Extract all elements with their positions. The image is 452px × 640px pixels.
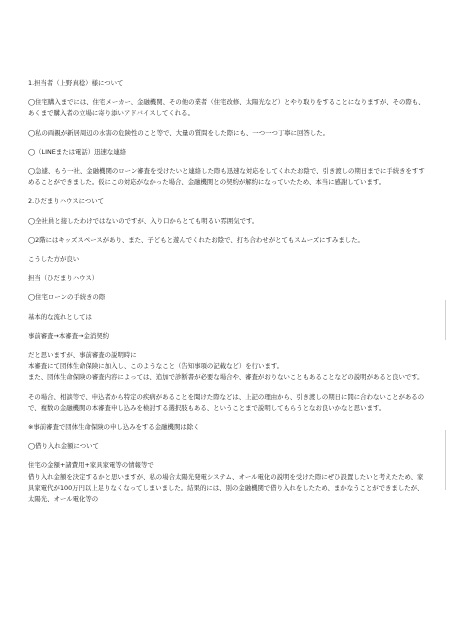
paragraph: その場合、相談等で、申込者から特定の疾病があることを聞けた際などは、上記の理由から、引き渡しの期日に間に合わないことがあるので、複数の金融機関の本審査申し込みを検討する選択肢もある、ということまで説明してもらうとなお良いかなと思います。 <box>28 392 425 412</box>
paragraph: だと思いますが、事前審査の説明時に 本審査にて団体生命保険に加入し、このようなこと（告知事項の記載など）を行います。 また、団体生命保険の審査内容によっては、追加で診断書が必要な場合や、審査がおりないこともあることなどの説明があると良いです。 <box>28 351 424 382</box>
paragraph: ◯私の両親が新居周辺の水害の危険性のこと等で、大量の質問をした際にも、一つ一つ丁寧に回答した。 <box>28 128 329 137</box>
paragraph: 基本的な流れとしては <box>28 312 92 321</box>
paragraph: ◯全社員と接したわけではないのですが、入り口からとても明るい雰囲気です。 <box>28 216 259 225</box>
note: ※事前審査で団体生命保険の申し込みをする金融機関は除く <box>28 423 200 432</box>
document-body <box>28 78 428 513</box>
scan-edge-mark <box>445 300 446 340</box>
paragraph: ◯急遽、もう一社、金融機関のローン審査を受けたいと連絡した際も迅速な対応をしてくれたお陰で、引き渡しの期日までに手続きをすすめることができました。仮にこの対応がなかった場合、金融機関との契約が解約になっていたため、本当に感謝しています。 <box>28 167 425 187</box>
paragraph: 担当（ひだまりハウス） <box>28 274 99 283</box>
paragraph: 住宅の金額+諸費用+家具家電等の情報等で 借り入れ金額を決定するかと思いますが、私の場合太陽光発電システム、オール電化の説明を受けた際にぜひ設置したいと考えたため、家具家電代が100万円以上足りなくなってしまいました。結果的には、別の金融機関で借り入れをしたため、まかなうことができましたが、太陽光、オール電化等の <box>28 461 424 504</box>
paragraph: ◯借り入れ金額について <box>28 442 99 451</box>
section-heading-2: 2.ひだまりハウスについて <box>28 197 105 206</box>
paragraph: ◯住宅ローンの手続きの際 <box>28 293 106 302</box>
paragraph: ◯（LINEまたは電話）迅速な連絡 <box>28 147 127 156</box>
paragraph: こうした方が良い <box>28 255 80 264</box>
scan-edge-mark <box>445 430 446 490</box>
paragraph: ◯住宅購入までには、住宅メーカー、金融機関、その他の業者（住宅改修、太陽光など）とやり取りをすることになりますが、その際も、あくまで購入者の立場に寄り添いアドバイスしてくれる。 <box>28 98 425 118</box>
paragraph: 事前審査→本審査→金消契約 <box>28 331 110 340</box>
section-heading-1: 1.担当者（上野真稔）様について <box>28 79 124 87</box>
paragraph: ◯2階にはキッズスペースがあり、また、子どもと遊んでくれたお陰で、打ち合わせがとてもスムーズにすみました。 <box>28 235 364 244</box>
